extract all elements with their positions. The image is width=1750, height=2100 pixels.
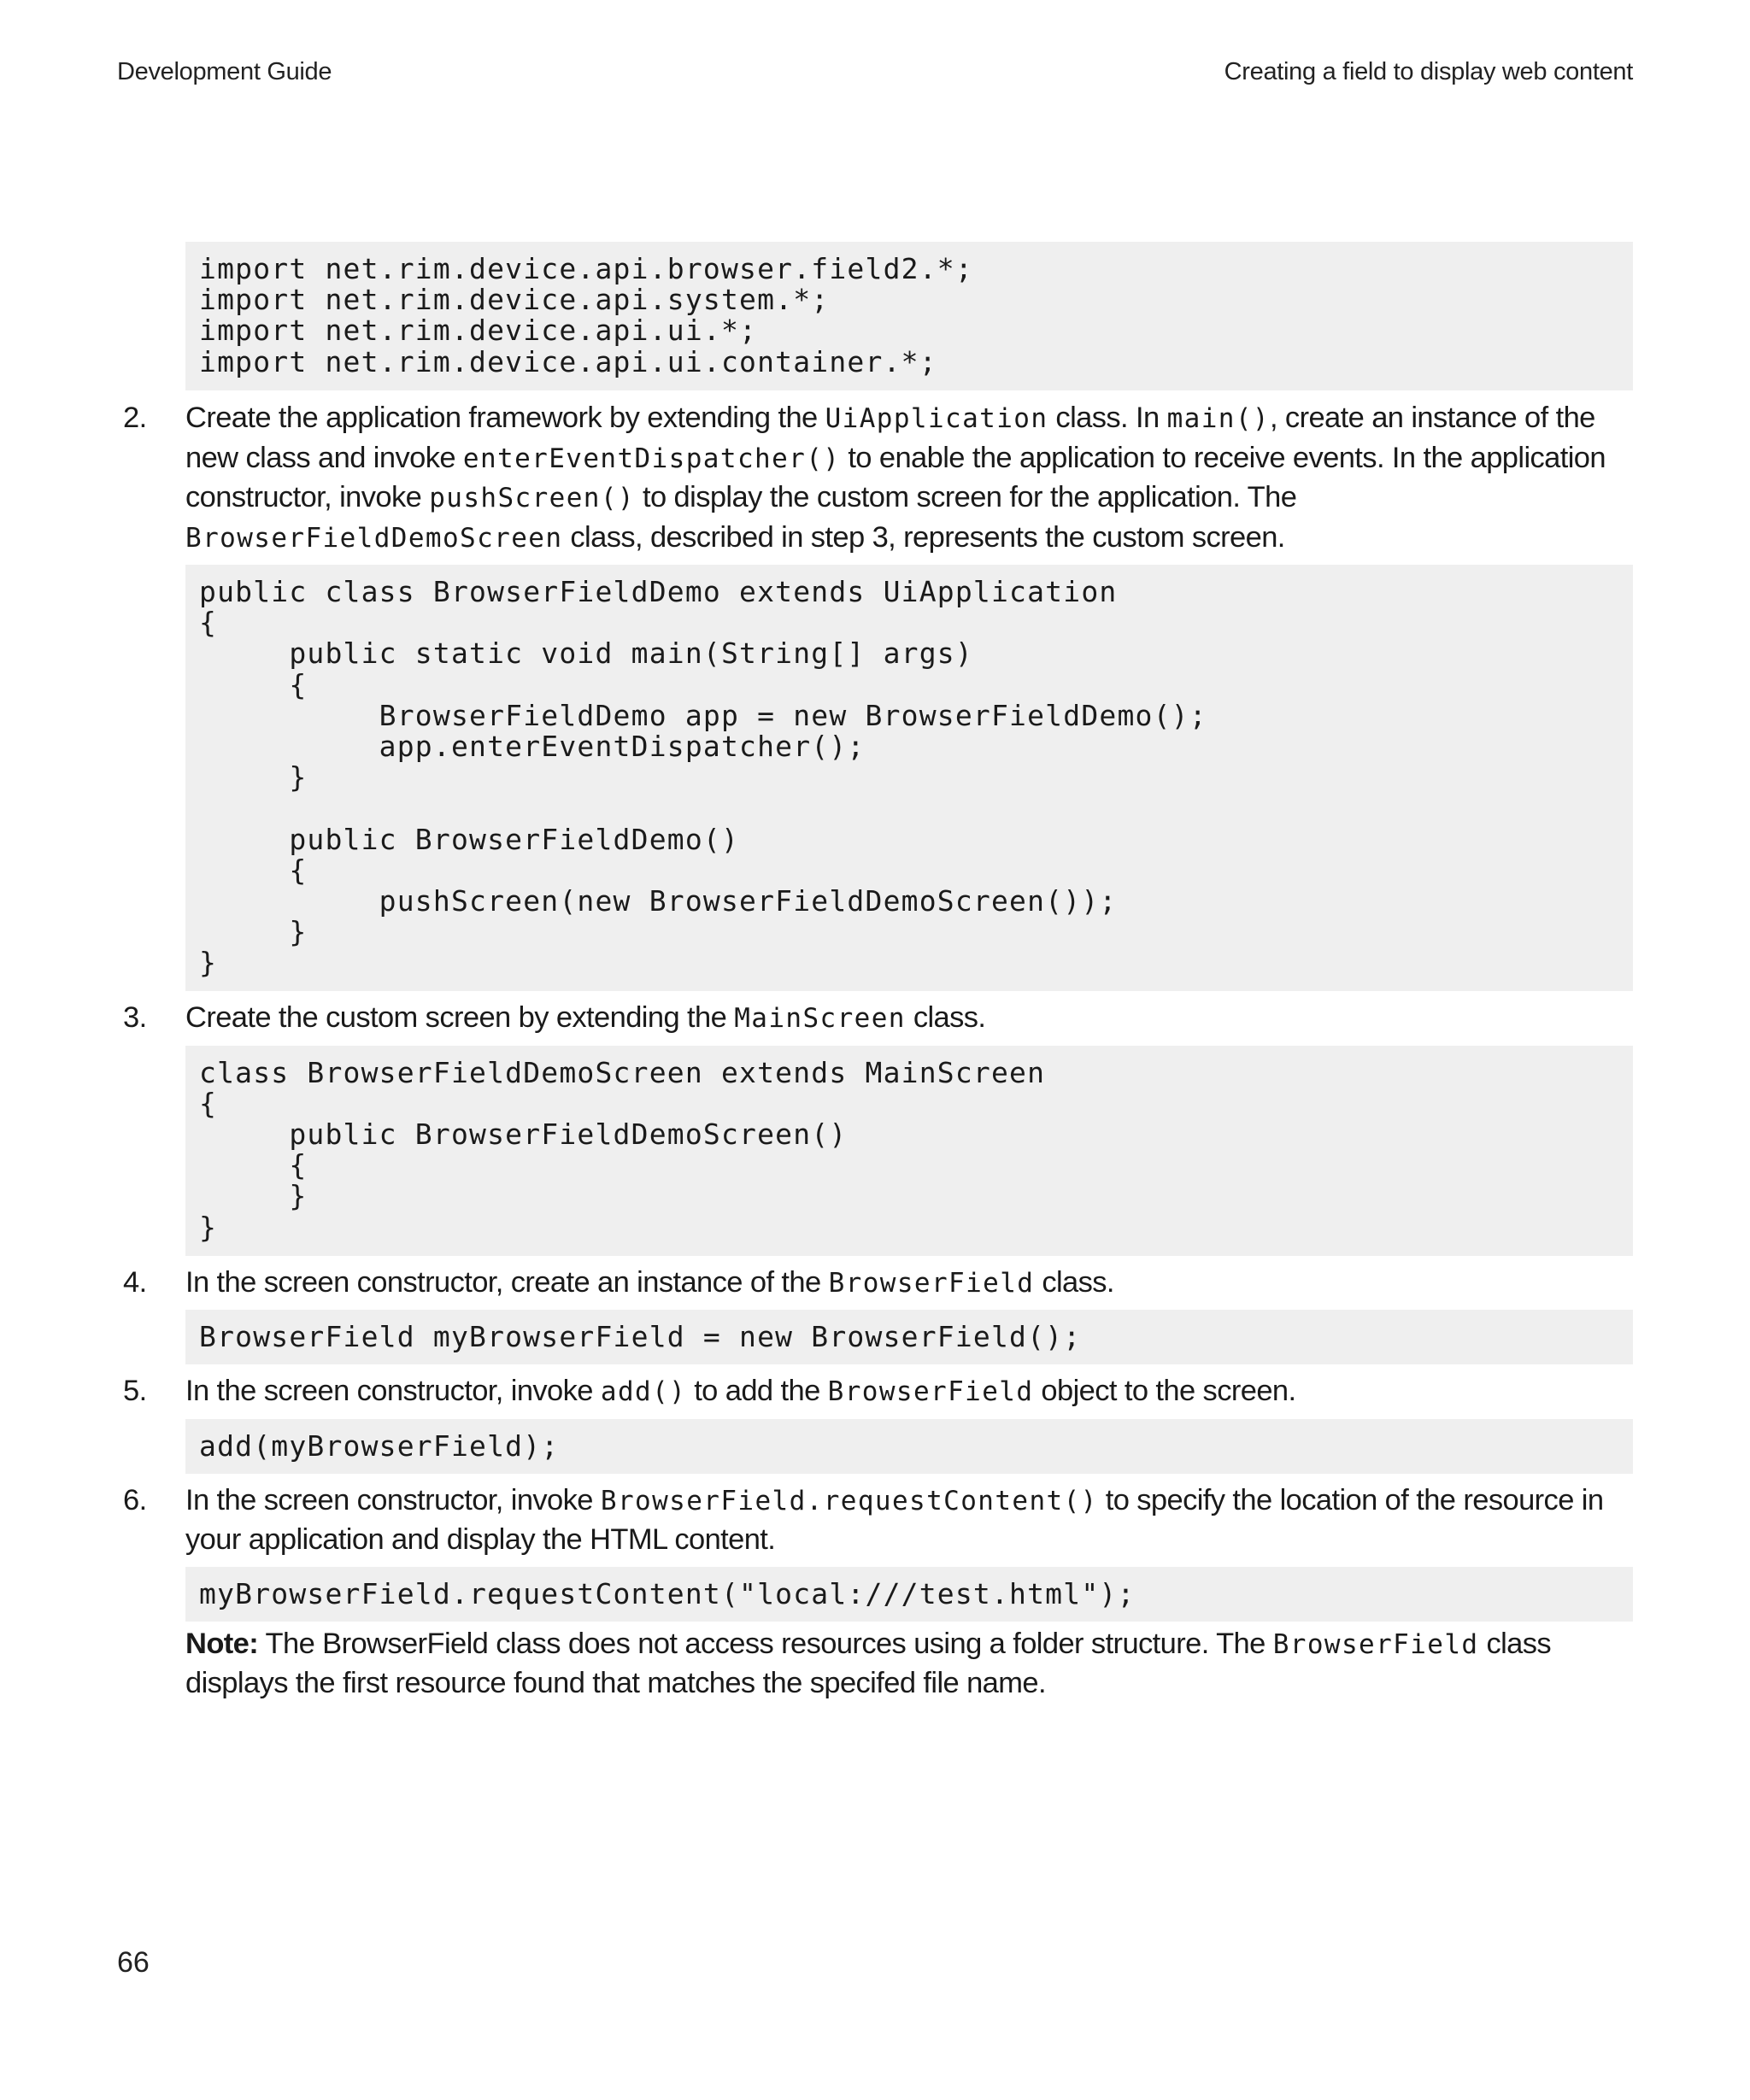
inline-code: BrowserField [828, 1267, 1035, 1299]
step-text: In the screen constructor, invoke BrowserField.requestContent() to specify the location of the resource in your application and display the HTML content. [185, 1483, 1604, 1556]
inline-code: BrowserField.requestContent() [600, 1485, 1098, 1516]
code-block-imports: import net.rim.device.api.browser.field2.*; import net.rim.device.api.system.*; import net.rim.device.api.ui.*; import net.rim.device.api.ui.container.*; [185, 242, 1633, 390]
code-block-create-browserfield: BrowserField myBrowserField = new BrowserField(); [185, 1310, 1633, 1364]
step-text: In the screen constructor, create an instance of the BrowserField class. [185, 1265, 1114, 1299]
inline-code: enterEventDispatcher() [462, 443, 841, 474]
step-3 [117, 999, 1633, 1039]
header-document-title: Development Guide [117, 58, 332, 85]
inline-code: BrowserField [827, 1376, 1034, 1407]
step-text: Create the custom screen by extending the MainScreen class. [185, 1001, 986, 1034]
inline-code: MainScreen [734, 1003, 906, 1034]
step-2 [117, 399, 1633, 558]
step-number: 4. [123, 1265, 147, 1299]
step-number: 2. [123, 402, 147, 434]
header-section-title: Creating a field to display web content [1224, 58, 1633, 85]
step-text: Create the application framework by extending the UiApplication class. In main(), create an instance of the new class and invoke enterEventDispatcher() to enable the application to receive events. In the application constructor, invoke pushScreen() to display the custom screen for the application. The BrowserFieldDemoScreen class, described in step 3, represents the custom screen. [185, 402, 1606, 554]
inline-code: BrowserField [1272, 1628, 1479, 1660]
code-block-add-field: add(myBrowserField); [185, 1419, 1633, 1474]
inline-code: main() [1166, 403, 1270, 434]
page-header [117, 58, 1633, 92]
code-block-screen-class: class BrowserFieldDemoScreen extends MainScreen { public BrowserFieldDemoScreen() { } } [185, 1046, 1633, 1256]
inline-code: pushScreen() [429, 483, 635, 513]
step-number: 3. [123, 1001, 147, 1034]
step-4 [117, 1264, 1633, 1304]
inline-code: BrowserFieldDemoScreen [185, 522, 563, 554]
step-text: In the screen constructor, invoke add() to add the BrowserField object to the screen. [185, 1375, 1296, 1407]
note: Note: The BrowserField class does not access resources using a folder structure. The BrowserField class displays the first resource found that matches the specifed file name. [185, 1627, 1552, 1699]
step-number: 6. [123, 1483, 147, 1516]
inline-code: add() [600, 1376, 687, 1407]
step-number: 5. [123, 1375, 147, 1407]
step-5 [117, 1372, 1633, 1412]
note-label: Note: [185, 1627, 259, 1660]
inline-code: UiApplication [825, 403, 1048, 434]
code-block-browserfielddemo: public class BrowserFieldDemo extends UiApplication { public static void main(String[] args) { BrowserFieldDemo app = new BrowserFieldDemo(); app.enterEventDispatcher(); } public BrowserFieldDemo() { pushScreen(new BrowserFieldDemoScreen()); } } [185, 565, 1633, 991]
step-6 [117, 1481, 1633, 1560]
code-block-request-content: myBrowserField.requestContent("local:///test.html"); [185, 1567, 1633, 1622]
page-number: 66 [117, 1946, 150, 1979]
page-content [117, 242, 1633, 1704]
